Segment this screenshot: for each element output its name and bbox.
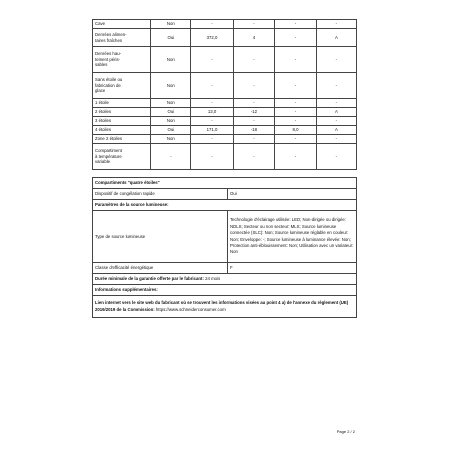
compartment-name-cell: 3 étoiles bbox=[93, 117, 151, 126]
table-cell: 4 bbox=[233, 29, 275, 47]
table-cell: - bbox=[316, 135, 356, 144]
table-cell: 171,0 bbox=[191, 126, 233, 135]
table-cell: - bbox=[233, 73, 275, 99]
table-cell: - bbox=[191, 99, 233, 108]
table-cell: - bbox=[316, 20, 356, 29]
table-cell: Non bbox=[151, 20, 191, 29]
additional-info-heading: Informations supplémentaires: bbox=[93, 285, 357, 296]
table-row bbox=[93, 108, 357, 117]
table-cell: 13,0 bbox=[191, 108, 233, 117]
table-cell: Oui bbox=[151, 108, 191, 117]
compartment-name-cell: Sans étoile ou fabrication de glace bbox=[93, 73, 151, 99]
table-row bbox=[93, 99, 357, 108]
table-cell: - bbox=[275, 135, 317, 144]
table-cell: Non bbox=[151, 117, 191, 126]
four-star-heading: Compartiments "quatre étoiles" bbox=[93, 178, 357, 189]
table-row bbox=[93, 20, 357, 29]
table-row bbox=[93, 73, 357, 99]
table-cell: 8,0 bbox=[275, 126, 317, 135]
compartment-name-cell: Zone 2 étoiles bbox=[93, 135, 151, 144]
table-cell: - bbox=[275, 144, 317, 170]
compartment-name-cell: 1 étoile bbox=[93, 99, 151, 108]
warranty-value: 24 mois bbox=[205, 276, 221, 282]
table-cell: - bbox=[275, 20, 317, 29]
table-cell: - bbox=[316, 117, 356, 126]
table-cell: - bbox=[233, 144, 275, 170]
table-cell: - bbox=[233, 135, 275, 144]
table-cell: - bbox=[151, 144, 191, 170]
table-row bbox=[93, 144, 357, 170]
table-cell: Non bbox=[151, 99, 191, 108]
table-cell: - bbox=[275, 99, 317, 108]
table-cell: - bbox=[316, 47, 356, 73]
table-row bbox=[93, 126, 357, 135]
table-cell: Non bbox=[151, 73, 191, 99]
table-cell: - bbox=[191, 135, 233, 144]
light-type-label: Type de source lumineuse bbox=[93, 211, 228, 263]
table-cell: - bbox=[275, 73, 317, 99]
compartment-name-cell: Denrées alimen- taires fraîches bbox=[93, 29, 151, 47]
table-row bbox=[93, 117, 357, 126]
warranty-label: Durée minimale de la garantie offerte par le fabricant: bbox=[95, 276, 204, 282]
table-cell: -12 bbox=[233, 108, 275, 117]
quick-freeze-value: Oui bbox=[228, 189, 357, 200]
table-cell: -18 bbox=[233, 126, 275, 135]
energy-class-value: F bbox=[228, 263, 357, 274]
table-cell: - bbox=[191, 47, 233, 73]
compartment-name-cell: Cave bbox=[93, 20, 151, 29]
manufacturer-link-text: Lien internet vers le site web du fabricant où se trouvent les informations visées au point 4 a) de l'annexe du règlement (UE) 2019/2019 de la Commission: bbox=[95, 300, 349, 312]
table-cell: - bbox=[275, 108, 317, 117]
table-cell: - bbox=[233, 47, 275, 73]
table-cell: - bbox=[191, 117, 233, 126]
light-source-heading: Paramètres de la source lumineuse: bbox=[93, 200, 357, 211]
table-cell: - bbox=[275, 29, 317, 47]
table-cell: 372,0 bbox=[191, 29, 233, 47]
table-row bbox=[93, 135, 357, 144]
table-cell: Oui bbox=[151, 29, 191, 47]
compartment-name-cell: Compartiment à température variable bbox=[93, 144, 151, 170]
table-cell: - bbox=[191, 73, 233, 99]
compartment-table bbox=[92, 19, 357, 170]
table-cell: A bbox=[316, 29, 356, 47]
page-number: Page 2 / 2 bbox=[336, 429, 355, 434]
table-cell: - bbox=[191, 144, 233, 170]
table-cell: - bbox=[275, 47, 317, 73]
compartment-name-cell: 2 étoiles bbox=[93, 108, 151, 117]
table-cell: Non bbox=[151, 135, 191, 144]
compartment-name-cell: 4 étoiles bbox=[93, 126, 151, 135]
energy-class-label: Classe d'efficacité énergétique bbox=[93, 263, 228, 274]
table-row bbox=[93, 47, 357, 73]
table-cell: Non bbox=[151, 47, 191, 73]
table-cell: - bbox=[275, 117, 317, 126]
table-cell: - bbox=[316, 73, 356, 99]
light-type-value: Technologie d'éclairage utilisée: LED; Non-dirigée ou dirigée: NDLS; Secteur ou non secteur: MLS; Source lumineuse connectée (SLC): Non; Source lumineuse réglable en couleur: Non; Enveloppe: -; Source lumineuse à luminance élevée: Non; Protection anti-éblouissement: Non; Utilisation avec un variateur: Non bbox=[228, 211, 357, 263]
table-cell: A bbox=[316, 108, 356, 117]
manufacturer-link-row bbox=[93, 296, 357, 318]
table-row bbox=[93, 29, 357, 47]
manufacturer-url[interactable]: https://www.schneiderconsumer.com bbox=[155, 306, 226, 312]
table-cell: A bbox=[316, 126, 356, 135]
table-cell: - bbox=[316, 144, 356, 170]
compartment-name-cell: Denrées hau- tement péris- sables bbox=[93, 47, 151, 73]
table-cell: - bbox=[233, 99, 275, 108]
quick-freeze-label: Dispositif de congélation rapide bbox=[93, 189, 228, 200]
table-cell: - bbox=[316, 99, 356, 108]
warranty-row bbox=[93, 274, 357, 285]
table-cell: - bbox=[191, 20, 233, 29]
table-cell: - bbox=[233, 20, 275, 29]
table-cell: Oui bbox=[151, 126, 191, 135]
table-cell: - bbox=[233, 117, 275, 126]
details-table bbox=[92, 177, 357, 318]
